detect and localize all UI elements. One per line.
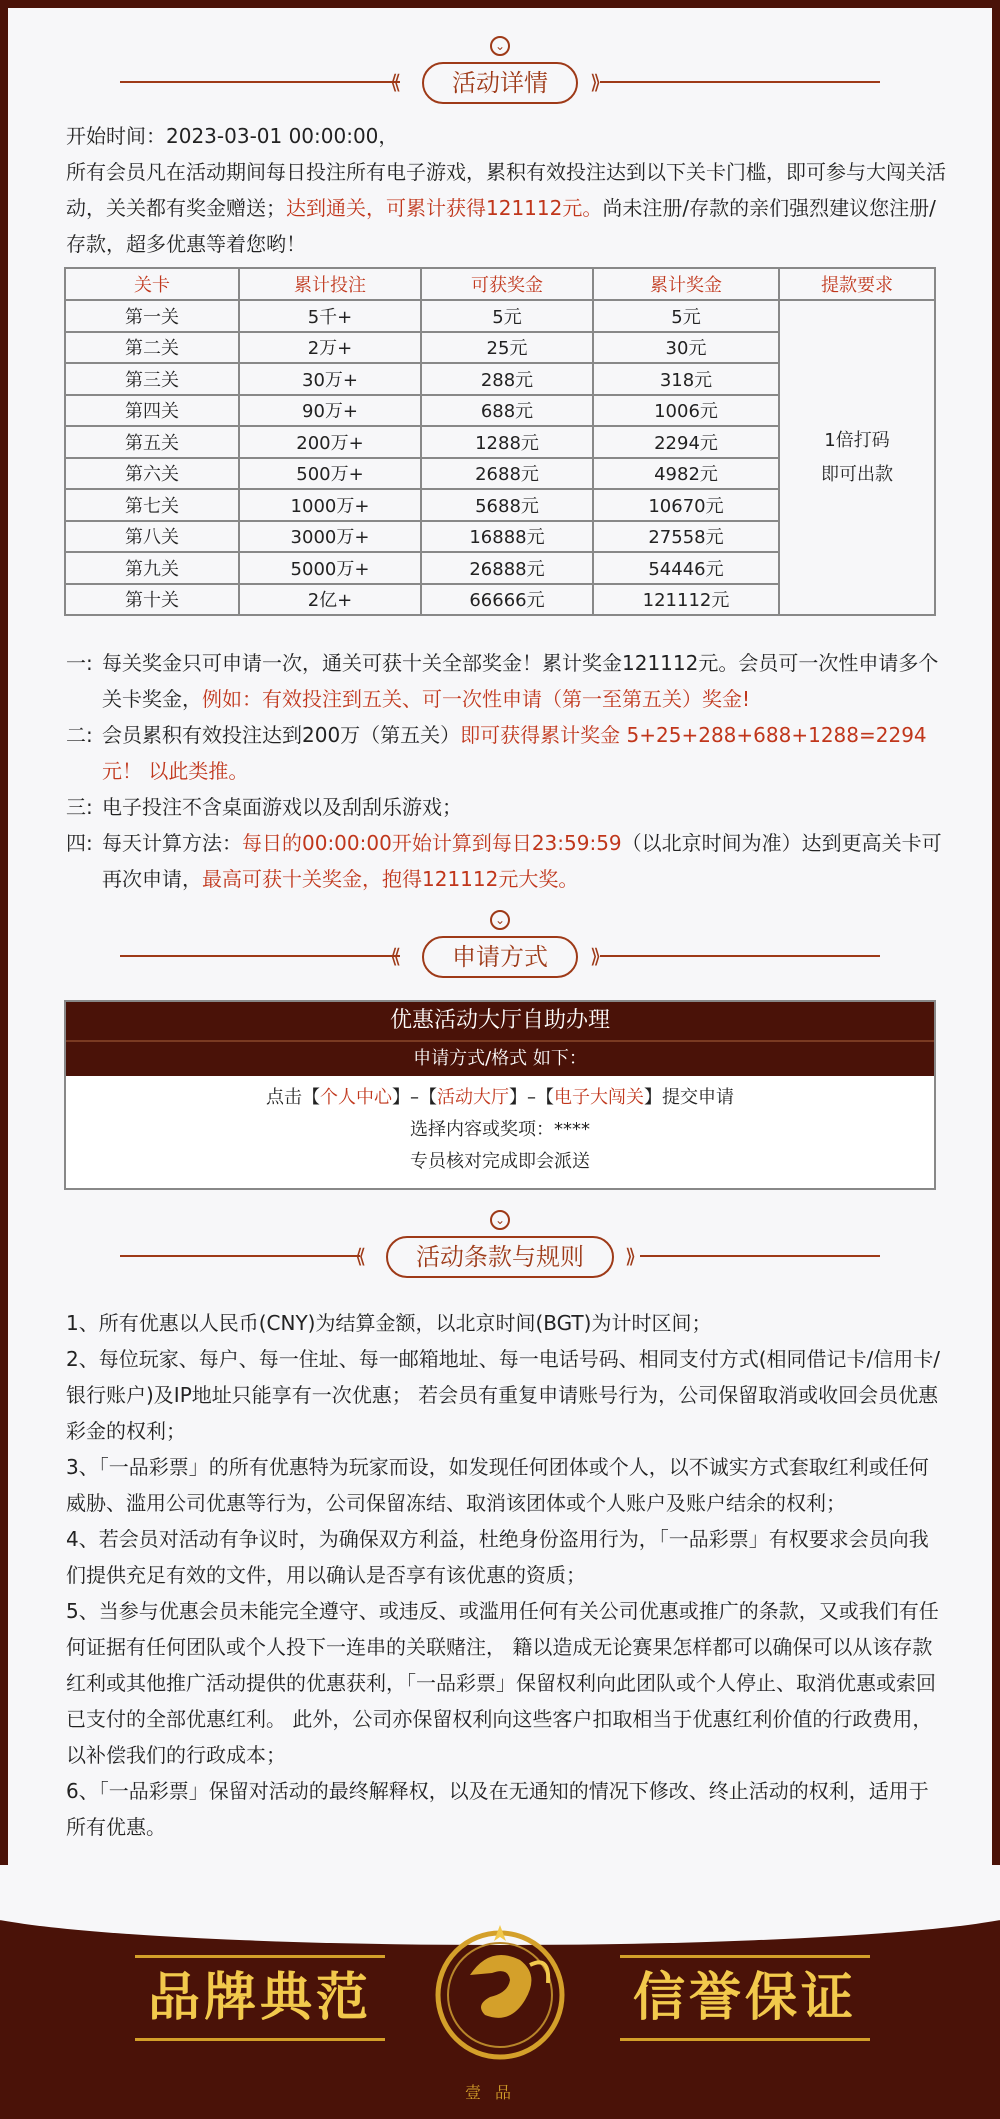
table-row: [65, 300, 935, 332]
note-number: 三:: [66, 795, 93, 819]
table-header: 可获奖金: [421, 268, 593, 300]
section-title: 申请方式: [422, 936, 578, 978]
apply-steps: [66, 1082, 934, 1114]
withdraw-requirement: [779, 300, 935, 615]
table-cell: 第九关: [65, 552, 239, 584]
note-item: [66, 717, 946, 789]
section-header-terms: [60, 1210, 940, 1310]
note-highlight: 最高可获十关奖金，抱得121112元大奖。: [202, 867, 579, 891]
terms-list: [66, 1305, 946, 1845]
table-header: 累计奖金: [593, 268, 779, 300]
section-title: 活动条款与规则: [386, 1236, 614, 1278]
intro-highlight: 达到通关，可累计获得121112元。: [286, 196, 603, 220]
note-number: 一:: [66, 651, 93, 675]
notes-list: [66, 645, 946, 897]
table-cell: 10670元: [593, 489, 779, 521]
intro-text: [66, 118, 946, 262]
apply-body: [66, 1076, 934, 1178]
table-header: 累计投注: [239, 268, 421, 300]
note-item: [66, 825, 946, 897]
table-cell: 318元: [593, 363, 779, 395]
note-item: [66, 645, 946, 717]
divider-left: [120, 81, 400, 83]
note-highlight: 每日的00:00:00开始计算到每日23:59:59: [242, 831, 622, 855]
table-cell: 第十关: [65, 584, 239, 616]
table-header: 关卡: [65, 268, 239, 300]
link-personal-center[interactable]: 个人中心: [320, 1087, 392, 1108]
table-cell: 第二关: [65, 332, 239, 364]
table-cell: 2万+: [239, 332, 421, 364]
table-cell: 30万+: [239, 363, 421, 395]
dragon-logo-icon: [420, 1905, 580, 2065]
table-cell: 288元: [421, 363, 593, 395]
terms-item: 5、当参与优惠会员未能完全遵守、或违反、或滥用任何有关公司优惠或推广的条款，又或我们有任何证据有任何团队或个人投下一连串的关联赌注， 籍以造成无论赛果怎样都可以确保可以从该存款红利或其他推广活动提供的优惠获利，「一品彩票」保留权利向此团队或个人停止、取消优惠或索回已支付的全部优惠红利。 此外，公司亦保留权利向这些客户扣取相当于优惠红利价值的行政费用，以补偿我们的行政成本；: [66, 1599, 939, 1767]
divider-right: [640, 1255, 880, 1257]
slogan-right: 信誉保证: [620, 1955, 870, 2041]
bracket-text: 】–【: [392, 1087, 437, 1108]
table-cell: 30元: [593, 332, 779, 364]
table-cell: 27558元: [593, 521, 779, 553]
table-cell: 200万+: [239, 426, 421, 458]
section-header-apply: [60, 910, 940, 1010]
arrow-ornament-icon: ⟪: [390, 944, 402, 968]
slogan-left: 品牌典范: [135, 1955, 385, 2041]
table-cell: 66666元: [421, 584, 593, 616]
table-cell: 5000万+: [239, 552, 421, 584]
intro-end: 尚未注册/存款的亲们强烈建议您注册/存款，超多优惠等着您哟！: [66, 196, 936, 256]
requirement-line: 即可出款: [821, 463, 893, 485]
logo-text: 壹品: [465, 2083, 526, 2102]
table-cell: 第三关: [65, 363, 239, 395]
table-cell: 121112元: [593, 584, 779, 616]
terms-item: 2、每位玩家、每户、每一住址、每一邮箱地址、每一电话号码、相同支付方式(相同借记卡/信用卡/银行账户)及IP地址只能享有一次优惠； 若会员有重复申请账号行为，公司保留取消或收回会员优惠彩金的权利；: [66, 1347, 941, 1443]
table-cell: 1006元: [593, 395, 779, 427]
levels-table: [64, 267, 936, 616]
apply-select-line: 选择内容或奖项：****: [410, 1119, 590, 1140]
divider-left: [120, 1255, 360, 1257]
divider-right: [600, 955, 880, 957]
intro-paragraph: [66, 154, 946, 262]
bracket-text: 】–【: [509, 1087, 554, 1108]
table-cell: 第五关: [65, 426, 239, 458]
arrow-ornament-icon: ⟫: [625, 1244, 637, 1268]
link-electronic-challenge[interactable]: 电子大闯关: [554, 1087, 644, 1108]
note-text: 每天计算方法：: [102, 831, 242, 855]
table-cell: 16888元: [421, 521, 593, 553]
table-header-row: [65, 268, 935, 300]
divider-left: [120, 955, 400, 957]
apply-dispatch-line: 专员核对完成即会派送: [410, 1151, 590, 1172]
table-header: 提款要求: [779, 268, 935, 300]
table-cell: 第四关: [65, 395, 239, 427]
table-cell: 5千+: [239, 300, 421, 332]
section-title: 活动详情: [422, 62, 578, 104]
table-cell: 688元: [421, 395, 593, 427]
table-cell: 4982元: [593, 458, 779, 490]
bracket-text: 】提交申请: [644, 1087, 734, 1108]
note-number: 二:: [66, 723, 93, 747]
note-text: 电子投注不含桌面游戏以及刮刮乐游戏；: [102, 795, 462, 819]
table-cell: 500万+: [239, 458, 421, 490]
chevron-down-icon: ⌄: [490, 910, 510, 930]
table-cell: 5688元: [421, 489, 593, 521]
table-cell: 第六关: [65, 458, 239, 490]
note-text: 每关奖金只可申请一次，通关可获十关全部奖金！累计奖金121112元。会员可一次性申请多个关卡奖金，: [102, 651, 939, 711]
note-number: 四:: [66, 831, 93, 855]
requirement-line: 1倍打码: [824, 429, 890, 451]
table-cell: 5元: [421, 300, 593, 332]
table-cell: 1000万+: [239, 489, 421, 521]
divider-right: [600, 81, 880, 83]
table-cell: 90万+: [239, 395, 421, 427]
terms-item: 3、「一品彩票」的所有优惠特为玩家而设，如发现任何团体或个人，以不诚实方式套取红利或任何威胁、滥用公司优惠等行为，公司保留冻结、取消该团体或个人账户及账户结余的权利；: [66, 1455, 929, 1515]
table-cell: 2294元: [593, 426, 779, 458]
note-text: 会员累积有效投注达到200万（第五关）: [102, 723, 461, 747]
terms-item: 6、「一品彩票」保留对活动的最终解释权，以及在无通知的情况下修改、终止活动的权利，适用于所有优惠。: [66, 1779, 929, 1839]
intro-body: 所有会员凡在活动期间每日投注所有电子游戏，累积有效投注达到以下关卡门槛，即可参与大闯关活动，关关都有奖金赠送；: [66, 160, 946, 220]
table-cell: 第八关: [65, 521, 239, 553]
table-cell: 25元: [421, 332, 593, 364]
table-cell: 54446元: [593, 552, 779, 584]
chevron-down-icon: ⌄: [490, 1210, 510, 1230]
arrow-ornament-icon: ⟫: [590, 70, 602, 94]
note-highlight: 即可获得累计奖金 5+25+288+688+1288=2294元！ 以此类推。: [102, 723, 927, 783]
table-cell: 第一关: [65, 300, 239, 332]
arrow-ornament-icon: ⟫: [590, 944, 602, 968]
table-cell: 2亿+: [239, 584, 421, 616]
footer-banner: [0, 1905, 1000, 2119]
table-cell: 26888元: [421, 552, 593, 584]
apply-title: 优惠活动大厅自助办理: [66, 1002, 934, 1040]
start-time: 开始时间：2023-03-01 00:00:00，: [66, 124, 399, 148]
arrow-ornament-icon: ⟪: [355, 1244, 367, 1268]
note-item: [66, 789, 946, 825]
note-highlight: 例如：有效投注到五关、可一次性申请（第一至第五关）奖金!: [202, 687, 751, 711]
table-cell: 2688元: [421, 458, 593, 490]
arrow-ornament-icon: ⟪: [390, 70, 402, 94]
table-cell: 1288元: [421, 426, 593, 458]
link-activity-hall[interactable]: 活动大厅: [437, 1087, 509, 1108]
table-cell: 5元: [593, 300, 779, 332]
note-text: （以北京时间为准）达到更高关卡可再次申请，: [102, 831, 942, 891]
chevron-down-icon: ⌄: [490, 36, 510, 56]
bracket-text: 点击【: [266, 1087, 320, 1108]
table-cell: 3000万+: [239, 521, 421, 553]
terms-item: 1、所有优惠以人民币(CNY)为结算金额，以北京时间(BGT)为计时区间；: [66, 1311, 712, 1335]
table-cell: 第七关: [65, 489, 239, 521]
terms-item: 4、若会员对活动有争议时，为确保双方利益，杜绝身份盗用行为，「一品彩票」有权要求会员向我们提供充足有效的文件，用以确认是否享有该优惠的资质；: [66, 1527, 929, 1587]
apply-box: [64, 1000, 936, 1190]
apply-subtitle: 申请方式/格式 如下：: [66, 1040, 934, 1076]
